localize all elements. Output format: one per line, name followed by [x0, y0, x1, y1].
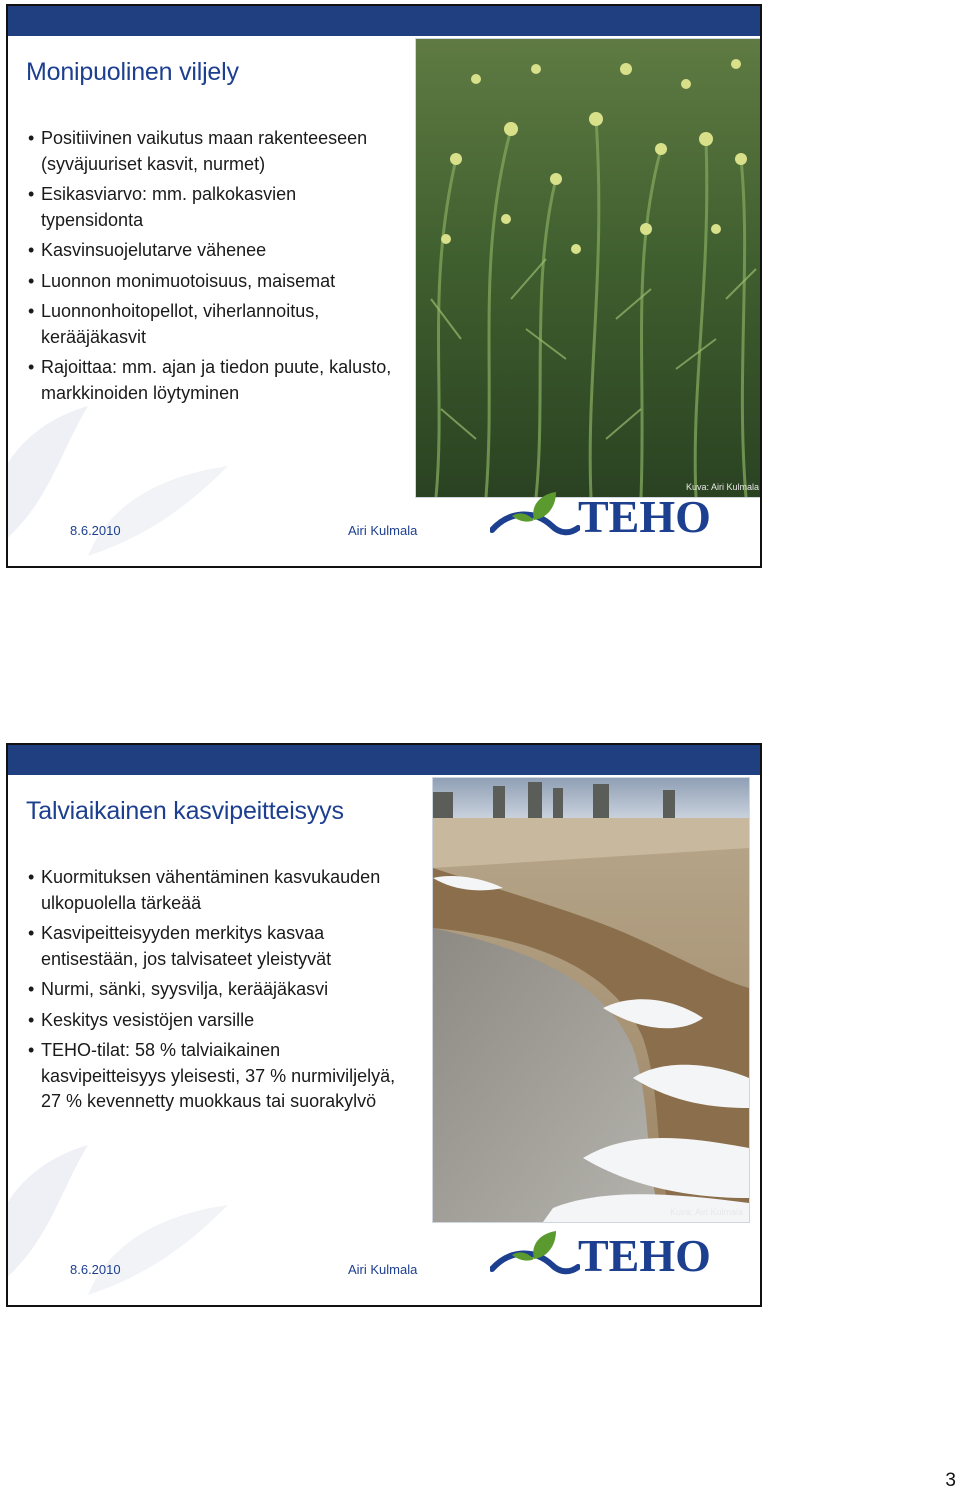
slide-title: Talviaikainen kasvipeitteisyys [26, 797, 344, 825]
slide-2 [6, 743, 762, 1307]
page-number: 3 [945, 1470, 956, 1491]
footer-date: 8.6.2010 [70, 1262, 121, 1277]
slide-1 [6, 4, 762, 568]
list-item: • Kasvipeitteisyyden merkitys kasvaa entisestään, jos talvisateet yleistyvät [26, 921, 396, 972]
teho-logo [490, 490, 750, 548]
list-item: • Rajoittaa: mm. ajan ja tiedon puute, kalusto, markkinoiden löytyminen [26, 355, 396, 406]
background-leaf-decoration [6, 396, 238, 556]
field-plants-photo [415, 38, 762, 498]
photo-credit: Kuva: Airi Kulmala [685, 482, 759, 492]
photo-credit: Kuva: Airi Kulmala [669, 1207, 743, 1217]
footer-date: 8.6.2010 [70, 523, 121, 538]
footer-author: Airi Kulmala [348, 523, 418, 538]
list-item: • Luonnonhoitopellot, viherlannoitus, kerääjäkasvit [26, 299, 396, 350]
teho-leaf-wave-icon [490, 1229, 580, 1287]
background-leaf-decoration [6, 1135, 238, 1295]
logo-text: TEHO [578, 491, 711, 542]
bullet-list [26, 126, 396, 411]
slide-header-bar [8, 6, 760, 36]
teho-logo [490, 1229, 750, 1287]
teho-leaf-wave-icon [490, 490, 580, 548]
list-item: • Luonnon monimuotoisuus, maisemat [26, 269, 396, 295]
list-item: • Keskitys vesistöjen varsille [26, 1008, 396, 1034]
list-item: • TEHO-tilat: 58 % talviaikainen kasvipeitteisyys yleisesti, 37 % nurmiviljelyä, 27 % kevennetty muokkaus tai suorakylvö [26, 1038, 396, 1115]
slide-header-bar [8, 745, 760, 775]
slide-title: Monipuolinen viljely [26, 58, 239, 86]
list-item: • Esikasviarvo: mm. palkokasvien typensidonta [26, 182, 396, 233]
logo-text: TEHO [578, 1230, 711, 1281]
winter-field-ditch-photo [432, 777, 750, 1223]
list-item: • Positiivinen vaikutus maan rakenteeseen (syväjuuriset kasvit, nurmet) [26, 126, 396, 177]
list-item: • Kuormituksen vähentäminen kasvukauden ulkopuolella tärkeää [26, 865, 396, 916]
footer-author: Airi Kulmala [348, 1262, 418, 1277]
bullet-list [26, 865, 396, 1120]
list-item: • Nurmi, sänki, syysvilja, kerääjäkasvi [26, 977, 396, 1003]
list-item: • Kasvinsuojelutarve vähenee [26, 238, 396, 264]
